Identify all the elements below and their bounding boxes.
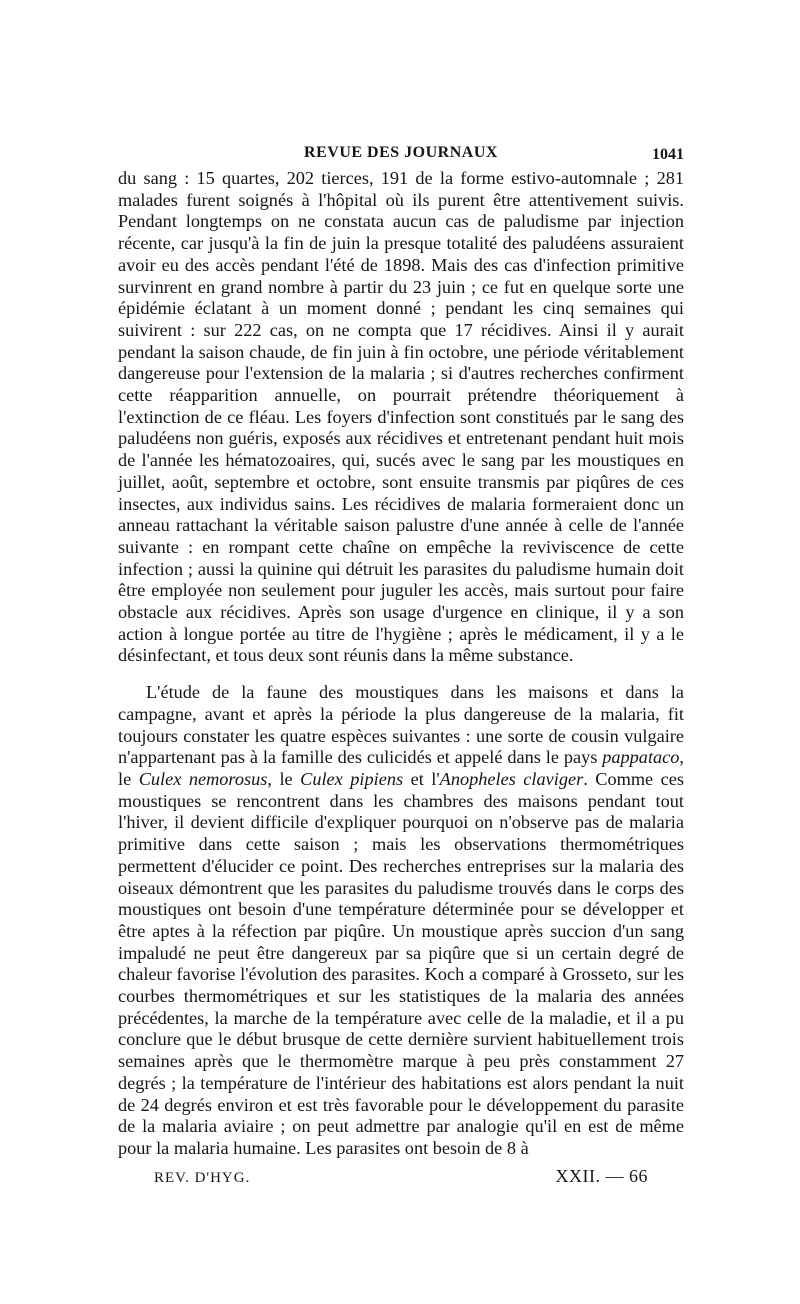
text-run: et l' [403, 768, 440, 789]
italic-term: Culex nemorosus [138, 768, 268, 789]
text-run: L'étude de la faune des moustiques dans les maisons et dans la campagne, avant et après la période la plus dangereuse de la malaria, fit toujours constater les quatre espèces suivantes : une sorte de cousin vulgaire n'appartenant pas à la famille des culicidés et appelé dans le pays [118, 682, 684, 768]
document-page [118, 140, 684, 1190]
text-run: du sang : 15 quartes, 202 tierces, 191 de la forme estivo-automnale ; 281 malades furent soignés à l'hôpital où ils purent être attentivement suivis. Pendant longtemps on ne constata aucun cas de paludisme par injection récente, car jusqu'à la fin de juin la presque totalité des paludéens assuraient avoir eu des accès pendant l'été de 1898. Mais des cas d'infection primitive survinrent en grand nombre à partir du 23 juin ; ce fut en quelque sorte une épidémie éclatant à un moment donné ; pendant les cinq semaines qui suivirent : sur 222 cas, on ne compta que 17 récidives. Ainsi il y aurait pendant la saison chaude, de fin juin à fin octobre, une période véritablement dangereuse pour l'extension de la malaria ; si d'autres recherches confirment cette réapparition annuelle, on pourrait prétendre théoriquement à l'extinction de ce fléau. Les foyers d'infection sont constitués par le sang des paludéens non guéris, exposés aux récidives et entretenant pendant huit mois de l'année les hématozoaires, qui, sucés avec le sang par les moustiques en juillet, août, septembre et octobre, sont ensuite transmis par piqûres de ces insectes, aux individus sains. Les récidives de malaria formeraient donc un anneau rattachant la véritable saison palustre d'une année à celle de l'année suivante : en rompant cette chaîne on empêche la reviviscence de cette infection ; aussi la quinine qui détruit les parasites du paludisme humain doit être employée non seulement pour juguler les accès, mais surtout pour faire obstacle aux récidives. Après son usage d'urgence en clinique, il y a son action à longue portée au titre de l'hygiène ; après le médicament, il y a le désinfectant, et tous deux sont réunis dans la même substance. [118, 168, 684, 666]
text-run: , le [118, 747, 684, 789]
italic-term: pappataco [602, 747, 680, 768]
page-header [118, 140, 684, 168]
italic-term: Anopheles claviger [439, 768, 584, 789]
page-number: 1041 [652, 146, 684, 163]
paragraph-2 [118, 682, 684, 1159]
text-run: . Comme ces moustiques se rencontrent dans les chambres des maisons pendant tout l'hiver, il devient difficile d'expliquer pourquoi on n'observe pas de malaria primitive dans cette saison ; mais les observations thermométriques permettent d'élucider ce point. Des recherches entreprises sur la malaria des oiseaux démontrent que les parasites du paludisme trouvés dans le corps des moustiques ont besoin d'une température déterminée pour se développer et être aptes à la réfection par piqûre. Un moustique après succion d'un sang impaludé ne peut être dangereux par sa piqûre que si un certain degré de chaleur favorise l'évolution des parasites. Koch a comparé à Grosseto, sur les courbes thermométriques et sur les statistiques de la malaria des années précédentes, la marche de la température avec celle de la maladie, et il a pu conclure que le début brusque de cette dernière survient habituellement trois semaines après que le thermomètre marque à peu près constamment 27 degrés ; la température de l'intérieur des habitations est alors pendant la nuit de 24 degrés environ et est très favorable pour le développement du parasite de la malaria aviaire ; on peut admettre par analogie qu'il en est de même pour la malaria humaine. Les parasites ont besoin de 8 à [118, 768, 684, 1158]
text-run: , le [267, 768, 301, 789]
volume-signature: XXII. — 66 [555, 1165, 648, 1186]
page-footer [118, 1166, 684, 1190]
paragraph-1 [118, 168, 684, 667]
running-title: REVUE DES JOURNAUX [304, 144, 498, 161]
italic-term: Culex pipiens [300, 768, 404, 789]
body-text [118, 168, 684, 1160]
journal-signature: REV. D'HYG. [154, 1169, 251, 1186]
